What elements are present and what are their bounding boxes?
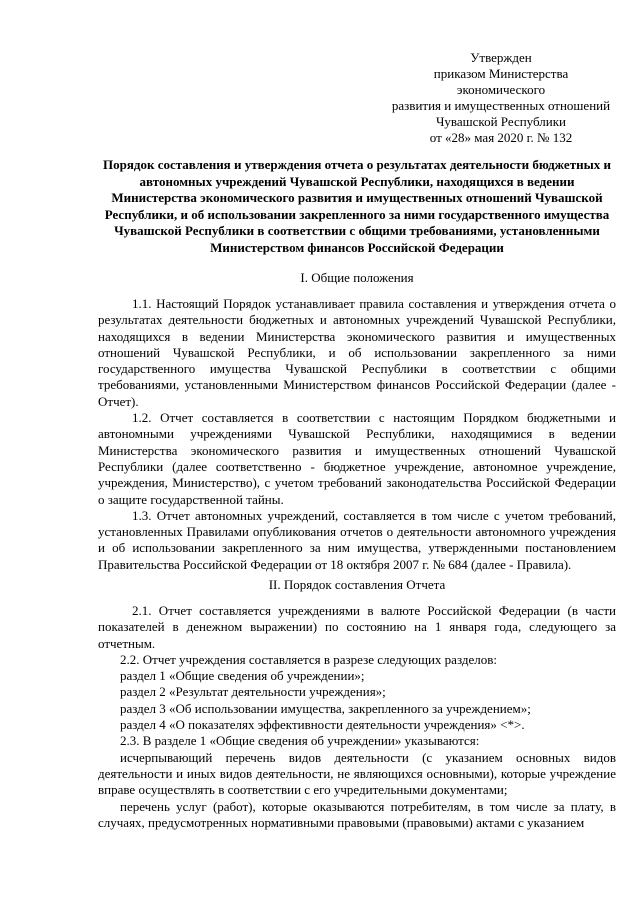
paragraph-2-2: 2.2. Отчет учреждения составляется в разрезе следующих разделов: [120,651,497,667]
paragraph-1-2: 1.2. Отчет составляется в соответствии с настоящим Порядком бюджетными и автономными учреждениями Чувашской Республики, находящимися в ведении Министерства экономического развития и имущественных отношений Чувашской Республики (далее соответственно - бюджетное учреждение, автономное учреждение, учреждения, Министерство), с учетом требований законодательства Российской Федерации о защите государственной тайны. [98,410,616,507]
approval-line: приказом Министерства экономического [433,66,569,97]
approval-stamp [390,50,612,146]
document-title: Порядок составления и утверждения отчета о результатах деятельности бюджетных и автономных учреждений Чувашской Республики, находящихся в ведении Министерства экономического развития и имущественных отношений Чувашской Республики, и об использовании закрепленного за ними государственного имущества Чувашской Республики в соответствии с общими требованиями, установленными Министерством финансов Российской Федерации [103,157,611,255]
approval-line: развития и имущественных отношений [391,98,611,113]
approval-line: от «28» мая 2020 г. № 132 [429,130,573,145]
list-item: раздел 1 «Общие сведения об учреждении»; [120,668,365,684]
section-2-heading: II. Порядок составления Отчета [268,577,446,592]
paragraph-2-5: перечень услуг (работ), которые оказываются потребителям, в том числе за плату, в случаях, предусмотренных нормативными правовыми (правовыми) актами с указанием [98,798,616,830]
paragraph-2-4: исчерпывающий перечень видов деятельности (с указанием основных видов деятельности и иных видов деятельности, не являющихся основными), которые учреждение вправе осуществлять в соответствии с его учредительными документами; [98,749,616,798]
list-item: раздел 3 «Об использовании имущества, закрепленного за учреждением»; [120,700,531,716]
list-item: раздел 2 «Результат деятельности учреждения»; [120,684,386,700]
paragraph-1-1: 1.1. Настоящий Порядок устанавливает правила составления и утверждения отчета о результатах деятельности бюджетных и автономных учреждений Чувашской Республики, находящихся в ведении Министерства экономического развития и имущественных отношений Чувашской Республики, и об использовании закрепленного за ними государственного имущества Чувашской Республики в соответствии с общими требованиями, установленными Министерством финансов Российской Федерации (далее - Отчет). [98,296,616,409]
paragraph-1-3: 1.3. Отчет автономных учреждений, составляется в том числе с учетом требований, установленных Правилами опубликования отчетов о деятельности автономного учреждения и об использовании закрепленного за ним имущества, утвержденными постановлением Правительства Российской Федерации от 18 октября 2007 г. № 684 (далее - Правила). [98,507,616,572]
section-1-body [98,296,616,573]
approval-line: Утвержден [470,50,532,65]
paragraph-2-1: 2.1. Отчет составляется учреждениями в валюте Российской Федерации (в части показателей в денежном выражении) по состоянию на 1 января года, следующего за отчетным. [98,603,616,651]
list-item: раздел 4 «О показателях эффективности деятельности учреждения» <*>. [120,717,525,733]
section-2-body [98,603,616,831]
paragraph-2-3: 2.3. В разделе 1 «Общие сведения об учреждении» указываются: [120,733,480,749]
approval-line: Чувашской Республики [435,114,567,129]
section-1-heading: I. Общие положения [300,270,414,285]
